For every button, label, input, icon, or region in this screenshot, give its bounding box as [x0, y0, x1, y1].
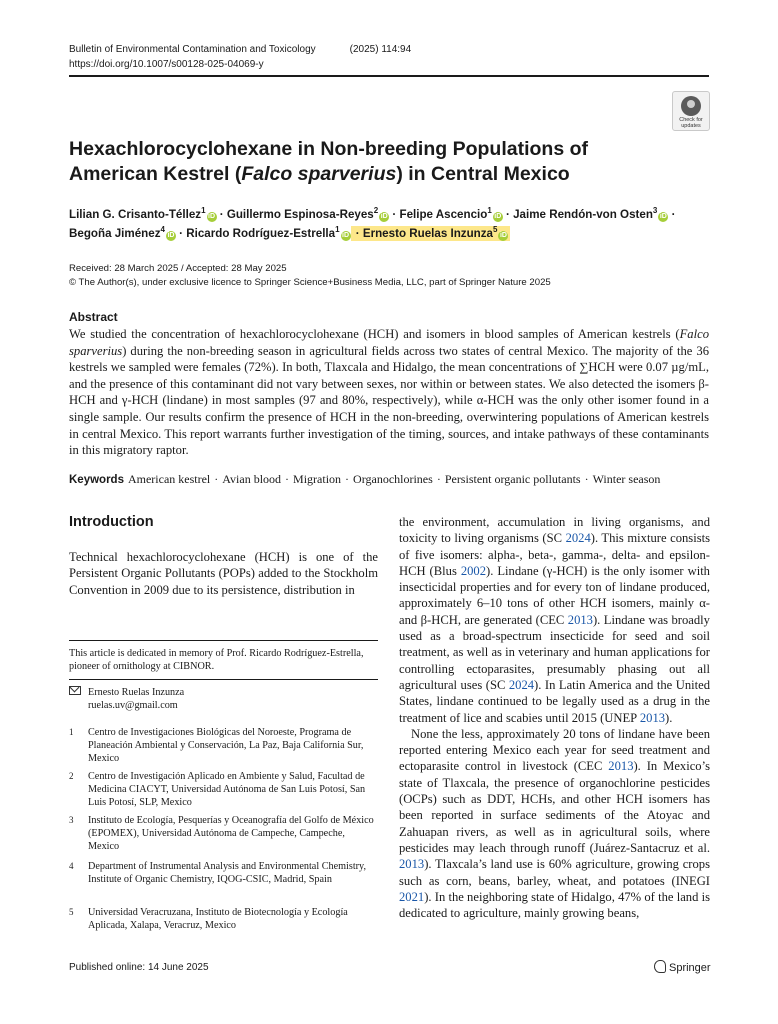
affiliation — [69, 726, 378, 765]
journal-header — [69, 42, 709, 72]
affiliation — [69, 814, 378, 853]
highlighted-author[interactable]: · Ernesto Ruelas Inzunza$^5$iD — [351, 226, 511, 241]
springer-horse-icon — [654, 960, 666, 973]
citation-link[interactable]: 2013 — [639, 710, 666, 725]
corresponding-author — [69, 686, 378, 712]
orcid-icon[interactable]: iD — [659, 213, 667, 220]
keyword: Migration — [293, 472, 342, 486]
header-rule — [69, 75, 709, 77]
article-dates — [69, 262, 709, 290]
intro-paragraph-2: None the less, approximately 20 tons of lindane have been reported entering Mexico each year for seed treatment and ectoparasite control in livestock (CEC 2013). In Mexico’s state of Tlaxcala, the presence of organochlorine pesticides (OCPs) such as DDT, HCHs, and other HCH isomers has been reported in surface sediments of the Atoyac and Zahuapan rivers, as well as in agricultural soils, where pesticides may leach through runoff (Juárez-Santacruz et al. 2013). Tlaxcala’s land use is 60% agriculture, growing crops such as corn, beans, barley, wheat, and potatoes (INEGI 2021). In the neighboring state of Hidalgo, 47% of the land is dedicated to agriculture, mainly growing beans, — [399, 726, 711, 921]
keywords — [69, 471, 729, 488]
right-column — [399, 514, 710, 921]
intro-paragraph-left: Technical hexachlorocyclohexane (HCH) is one of the Persistent Organic Pollutants (POPs) added to the Stockholm Convention in 2009 due to its persistence, distribution in — [69, 550, 378, 597]
copyright-line: © The Author(s), under exclusive licence to Springer Science+Business Media, LLC, part of Springer Nature 2025 — [69, 277, 551, 288]
affiliation — [69, 770, 378, 809]
envelope-icon — [69, 686, 83, 699]
author-separator: · — [352, 227, 363, 240]
dedication-note: This article is dedicated in memory of Prof. Ricardo Rodríguez-Estrella, pioneer of ornithology at CIBNOR. — [69, 648, 364, 672]
author-list — [69, 205, 709, 243]
author[interactable]: Begoña Jiménez$^4$ — [69, 225, 165, 240]
keyword: American kestrel — [127, 472, 211, 486]
orcid-icon[interactable]: iD — [208, 213, 216, 220]
affiliation-number: 3 — [69, 815, 74, 825]
published-date: Published online: 14 June 2025 — [69, 962, 209, 973]
corresponding-email[interactable]: ruelas.uv@gmail.com — [88, 700, 178, 711]
orcid-icon[interactable]: iD — [342, 232, 350, 239]
citation-link[interactable]: 2013 — [399, 857, 425, 872]
orcid-icon[interactable]: iD — [499, 232, 507, 239]
author-separator: · — [668, 208, 676, 221]
abstract-text: We studied the concentration of hexachlorocyclohexane (HCH) and isomers in blood samples of American kestrels (Falco sparverius) during the non-breeding season in agricultural fields across two states of central Mexico. The majority of the 36 kestrels we sampled were females (72%). In both, Tlaxcala and Hidalgo, the mean concentrations of ∑HCH were 0.07 µg/mL, and the presence of this contaminant did not vary between sexes, nor within or between states. We also detected the isomers β-HCH and γ-HCH (lindane) in most samples (97 and 80%, respectively), while α-HCH was the only other isomer found in a single sample. Our results confirm the presence of HCH in the non-breeding, overwintering populations of American kestrels in central Mexico. This report warrants further investigation of the timing, sources, and intake pathways of these contaminants in this migratory raptor. — [69, 327, 709, 458]
affiliation-number: 1 — [69, 727, 74, 737]
keyword-separator: · — [345, 472, 350, 486]
author-separator: · — [175, 227, 187, 240]
affiliation-number: 5 — [69, 907, 74, 917]
orcid-icon[interactable]: iD — [167, 232, 175, 239]
footnote-divider — [69, 640, 378, 641]
title-part-2: ) in Central Mexico — [396, 163, 570, 185]
received-accepted: Received: 28 March 2025 / Accepted: 28 May 2025 — [69, 263, 287, 274]
citation-link[interactable]: 2002 — [460, 563, 487, 578]
affiliation-text: Department of Instrumental Analysis and Environmental Chemistry, Institute of Organic Chemistry, IQOG-CSIC, Madrid, Spain — [88, 861, 367, 885]
journal-citation: (2025) 114:94 — [349, 44, 412, 55]
publisher-logo — [654, 960, 711, 974]
keyword-separator: · — [285, 472, 290, 486]
keyword-separator: · — [584, 472, 589, 486]
left-column — [69, 512, 378, 598]
author-separator: · — [502, 208, 514, 221]
author-separator: · — [389, 208, 400, 221]
keyword-separator: · — [214, 472, 219, 486]
citation-link[interactable]: 2013 — [567, 612, 593, 627]
author[interactable]: Ricardo Rodríguez-Estrella$^1$ — [186, 225, 340, 240]
affiliation-number: 2 — [69, 771, 74, 781]
title-species: Falco sparverius — [241, 163, 397, 185]
citation-link[interactable]: 2024 — [565, 531, 591, 546]
journal-name: Bulletin of Environmental Contamination and Toxicology — [69, 44, 316, 55]
affiliation-text: Centro de Investigaciones Biológicas del Noroeste, Programa de Planeación Ambiental y Conservación, La Paz, Baja California Sur, Mexico — [88, 727, 364, 764]
affiliation-text: Universidad Veracruzana, Instituto de Biotecnología y Ecología Aplicada, Xalapa, Veracruz, Mexico — [88, 907, 348, 931]
article-title — [69, 137, 669, 187]
citation-link[interactable]: 2024 — [508, 677, 535, 692]
intro-paragraph-1: the environment, accumulation in living organisms, and toxicity to living organisms (SC 2024). This mixture consists of five isomers: alpha-, beta-, gamma-, delta- and epsilon-HCH (Blus 2002). Lindane (γ-HCH) is the only isomer with insecticidal properties and for every ton of lindane produced, approximately 6–10 tons of other HCH isomers, mainly α- and β-HCH, are generated (CEC 2013). Lindane was broadly used as a broad-spectrum insecticide for seed and soil treatment, as well as in veterinary and human applications for controlling ectoparasites, presumably phasing out all agricultural uses (SC 2024). In Latin America and the United States, lindane continued to be legally used as a drug in the treatment of lice and scabies until 2015 (UNEP 2013). — [399, 515, 710, 725]
keyword: Winter season — [592, 472, 661, 486]
keywords-label: Keywords — [69, 474, 124, 486]
title-part-1: Hexachlorocyclohexane in Non-breeding Populations of American Kestrel ( — [69, 138, 588, 185]
check-updates-icon — [681, 96, 701, 116]
affiliation — [69, 860, 378, 886]
introduction-heading: Introduction — [69, 514, 154, 530]
affiliation-text: Instituto de Ecología, Pesquerías y Oceanografía del Golfo de México (EPOMEX), Universidad Autónoma de Campeche, Campeche, Mexico — [88, 815, 374, 852]
author[interactable]: Jaime Rendón-von Osten$^3$ — [513, 206, 658, 221]
keyword: Organochlorines — [353, 472, 433, 486]
author[interactable]: Felipe Ascencio$^1$ — [399, 206, 492, 221]
corresponding-name: Ernesto Ruelas Inzunza — [88, 687, 185, 698]
keyword: Persistent organic pollutants — [444, 472, 581, 486]
doi-link[interactable]: https://doi.org/10.1007/s00128-025-04069-y — [69, 59, 264, 70]
keyword: Avian blood — [222, 472, 282, 486]
check-for-updates-badge[interactable] — [672, 91, 710, 131]
check-updates-line1: Check for — [679, 117, 703, 123]
affiliation — [69, 906, 378, 932]
check-updates-line2: updates — [681, 123, 701, 129]
affiliation-number: 4 — [69, 861, 74, 871]
footnote-divider-2 — [69, 679, 378, 680]
author[interactable]: Lilian G. Crisanto-Téllez$^1$ — [69, 206, 206, 221]
author[interactable]: Guillermo Espinosa-Reyes$^2$ — [226, 206, 379, 221]
abstract-heading: Abstract — [69, 310, 118, 324]
affiliation-text: Centro de Investigación Aplicado en Ambiente y Salud, Facultad de Medicina CIACYT, Universidad Autónoma de San Luis Potosí, San Luis Potosí, SLP, Mexico — [88, 771, 366, 808]
author-separator: · — [216, 208, 227, 221]
orcid-icon[interactable]: iD — [380, 213, 388, 220]
citation-link[interactable]: 2021 — [399, 889, 425, 904]
citation-link[interactable]: 2013 — [608, 759, 634, 774]
keyword-separator: · — [436, 472, 441, 486]
publisher-name: Springer — [669, 962, 711, 974]
orcid-icon[interactable]: iD — [494, 213, 502, 220]
